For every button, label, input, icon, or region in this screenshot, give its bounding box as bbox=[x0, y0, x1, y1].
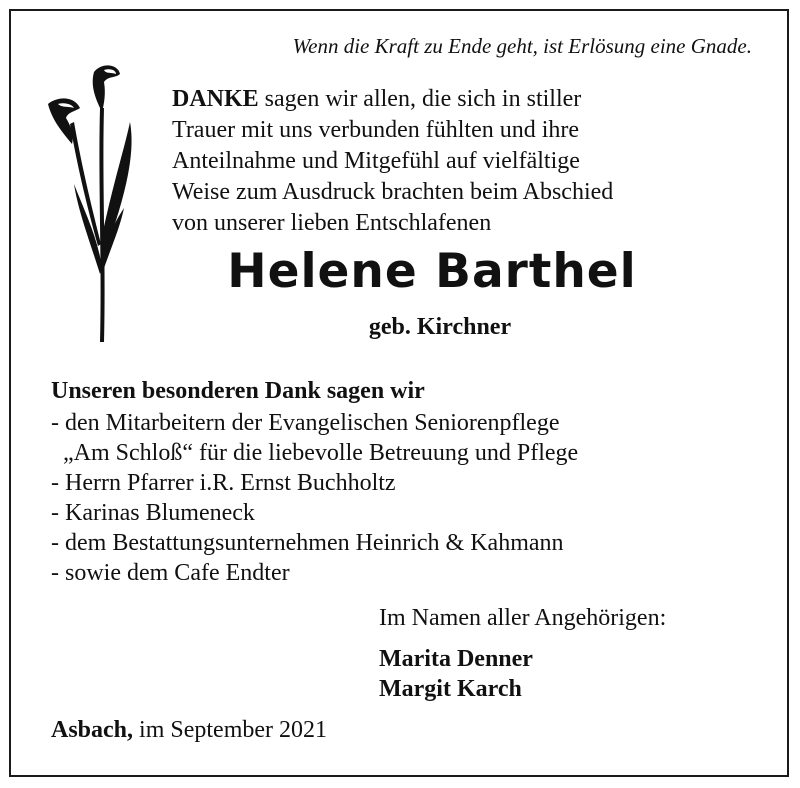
signature-intro: Im Namen aller Angehörigen: bbox=[379, 605, 667, 631]
thanks-line-1-text: sagen wir allen, die sich in stiller bbox=[258, 86, 582, 112]
thanks-paragraph bbox=[172, 84, 613, 239]
date-text: im September 2021 bbox=[133, 717, 327, 743]
signer-name: Marita Denner bbox=[379, 646, 533, 672]
deceased-name: Helene Barthel bbox=[227, 244, 637, 299]
thanks-line-4: Weise zum Ausdruck brachten beim Abschied bbox=[172, 179, 614, 205]
signer-name: Margit Karch bbox=[379, 676, 522, 702]
list-item: „Am Schloß“ für die liebevolle Betreuung und Pflege bbox=[51, 440, 579, 466]
motto: Wenn die Kraft zu Ende geht, ist Erlösung eine Gnade. bbox=[292, 34, 752, 58]
special-thanks-list bbox=[51, 408, 578, 588]
list-item: - den Mitarbeitern der Evangelischen Seniorenpflege bbox=[51, 410, 560, 436]
thanks-line-1 bbox=[172, 84, 613, 115]
thanks-line-5: von unserer lieben Entschlafenen bbox=[172, 210, 492, 236]
thanks-line-3: Anteilnahme und Mitgefühl auf vielfältige bbox=[172, 148, 580, 174]
list-item: - Herrn Pfarrer i.R. Ernst Buchholtz bbox=[51, 470, 396, 496]
list-item: - Karinas Blumeneck bbox=[51, 500, 255, 526]
thanks-line-2: Trauer mit uns verbunden fühlten und ihre bbox=[172, 117, 580, 143]
thanks-lead: DANKE bbox=[172, 86, 259, 112]
calla-lily-icon bbox=[44, 60, 136, 344]
place-date bbox=[51, 717, 327, 744]
special-thanks-heading: Unseren besonderen Dank sagen wir bbox=[51, 378, 425, 404]
list-item: - dem Bestattungsunternehmen Heinrich & Kahmann bbox=[51, 530, 564, 556]
place-city: Asbach, bbox=[51, 717, 134, 743]
signers bbox=[379, 644, 533, 704]
list-item: - sowie dem Cafe Endter bbox=[51, 560, 290, 586]
birth-name: geb. Kirchner bbox=[368, 314, 512, 340]
